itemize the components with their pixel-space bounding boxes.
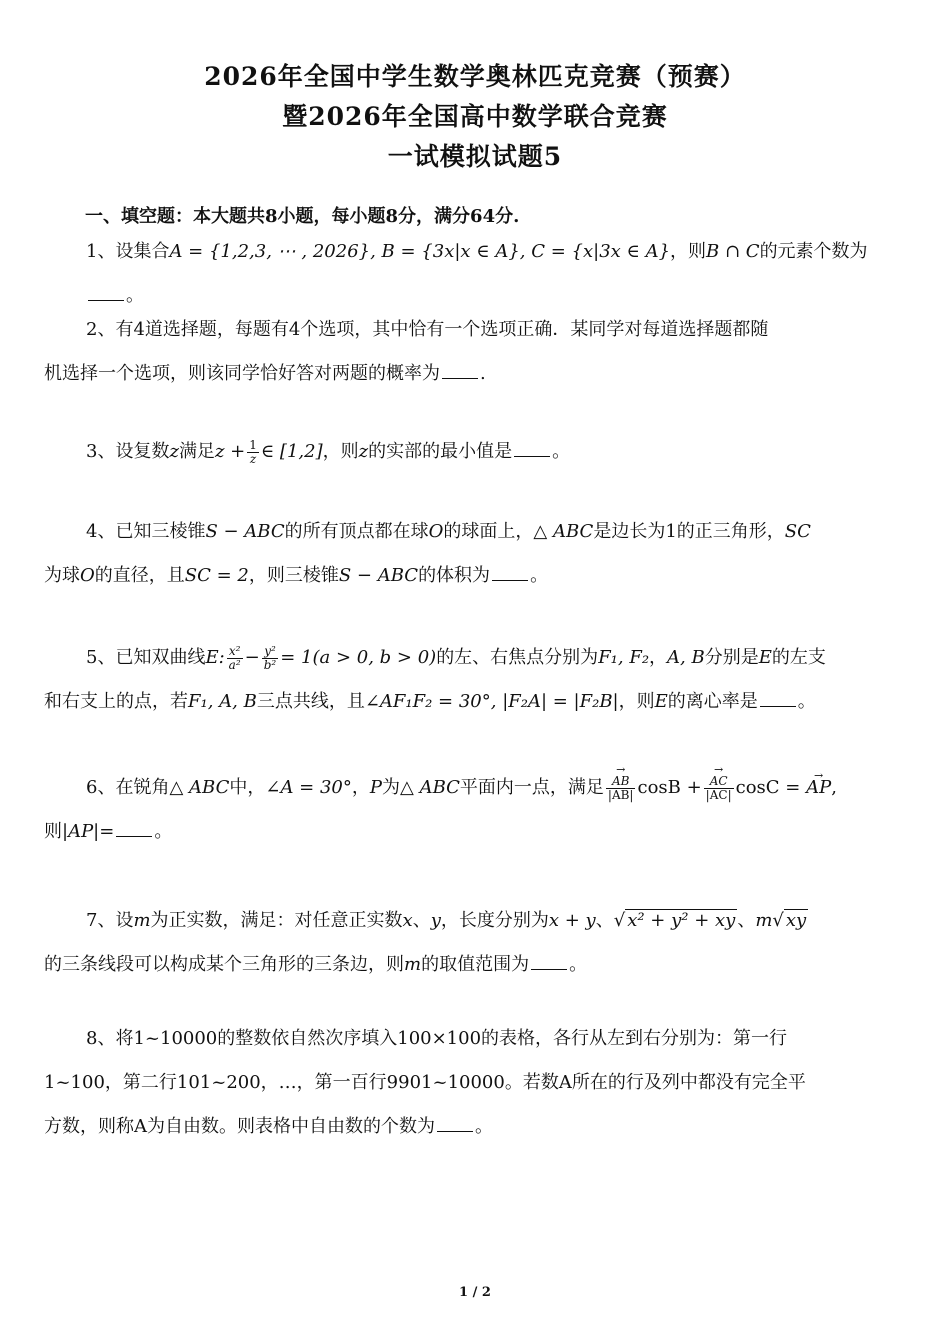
q8-text: 方数，则称A为自由数。则表格中自由数的个数为 [44,1116,435,1137]
question-4 [44,510,892,598]
q4-text-2c: 的直径，且 [94,565,185,586]
q5-frac-y-num: y² [262,645,279,659]
answer-blank [437,1117,473,1132]
q4-text-g: 是边长为1的正三角形， [593,521,785,542]
q3-math-interval: ∈ [1,2] [260,441,323,462]
q7-sep1: 、 [412,910,431,931]
q5-var-e2: E [758,647,772,668]
q5-text-2a: 和右支上的点，若 [44,691,188,712]
question-4-line2 [44,554,892,598]
question-4-line1 [44,510,892,554]
question-6 [44,766,892,854]
q7-math-sqrt: x² + y² + xy [627,910,736,931]
q6-text-end: 。 [154,821,173,842]
q6-frac-ac [704,775,734,802]
q1-math-sets: A = {1,2,3, ⋯ , 2026}, B = {3x|x ∈ A}, C = {x|3x ∈ A} [169,241,671,262]
q5-text-end: 。 [797,691,816,712]
question-2-line1: 2、有4道选择题，每题有4个选项，其中恰有一个选项正确．某同学对每道选择题都随 [86,319,769,340]
q5-math-foci: F₁, F₂ [598,647,650,668]
question-8 [44,1017,892,1149]
q4-math-pyramid2: S − ABC [338,565,419,586]
question-7-line2 [44,943,892,987]
q5-var-e3: E [654,691,668,712]
q7-sqrt-sign: √ [613,910,626,931]
q6-text-c: 中， [229,777,266,798]
q8-text-end: 。 [475,1116,493,1137]
q3-text-f: ，则 [322,441,359,462]
q3-text-a: 3、设复数 [86,441,170,462]
q7-var-x: x [402,910,413,931]
q1-text-a: 1、设集合 [86,241,170,262]
answer-blank [760,692,796,707]
question-3 [44,430,892,474]
q6-comma: , [831,777,837,798]
q4-var-o2: O [80,565,95,586]
question-8-line2: 1~100，第二行101~200，…，第一百行9901~10000。若数A所在的行及列中都没有完全平 [44,1072,806,1093]
q4-text-2e: ，则三棱锥 [248,565,339,586]
exam-title-line2: 暨2026年全国高中数学联合竞赛 [282,102,668,131]
question-6-line2 [44,810,892,854]
q6-math-triangle: △ ABC [169,777,230,798]
q3-frac-num: 1 [249,437,257,452]
q6-math-abs-ap: |AP| [62,821,100,842]
page-number: 1 / 2 [459,1285,491,1300]
q7-var-m3: m [404,954,422,975]
q5-text-2g: 的离心率是 [667,691,758,712]
q3-var-z2: z [358,441,369,462]
q6-vec-ab: → AB [612,775,629,788]
q6-frac-ac-den: |AC| [705,787,732,802]
q6-text-2a: 则 [44,821,62,842]
q4-var-o: O [428,521,444,542]
answer-blank [492,566,528,581]
q6-text-eq: = [99,821,115,842]
q6-frac-ab-den: |AB| [607,787,634,802]
q4-text-a: 4、已知三棱锥 [86,521,206,542]
exam-title-line1: 2026年全国中学生数学奥林匹克竞赛（预赛） [204,62,746,91]
q5-text-2c: 三点共线，且 [256,691,365,712]
q7-sep3: 、 [737,910,756,931]
q5-frac-x [227,645,243,672]
q4-text-end: 。 [530,565,549,586]
q1-text-end: 。 [126,285,144,306]
q6-text-i: 平面内一点，满足 [459,777,604,798]
q7-text-a: 7、设 [86,910,134,931]
q2-text-end: . [480,363,486,384]
q3-text-end: 。 [552,441,571,462]
q7-math-sum: x + y [548,910,596,931]
q7-var-m: m [133,910,151,931]
answer-blank [514,442,550,457]
q3-var-z: z [169,441,179,462]
q5-text-j: 的左支 [771,647,826,668]
q6-text-cosc: cosC = [735,777,801,798]
q6-text-g: 为 [382,777,400,798]
q7-text-2c: 的取值范围为 [421,954,530,975]
q1-text-c: ，则 [670,241,707,262]
q6-vec-ap: → AP [806,766,831,810]
q5-var-e: E: [205,647,225,668]
q5-minus: − [244,647,260,668]
q3-text-c: 满足 [178,441,215,462]
q1-text-e: 的元素个数为 [759,241,868,262]
q7-sqrt-sign2: √ [772,910,784,931]
q4-var-sc: SC [784,521,811,542]
q3-fraction [247,439,259,466]
question-5 [44,636,892,724]
question-6-line1 [44,766,892,810]
answer-blank [116,822,152,837]
q4-math-pyramid: S − ABC [205,521,285,542]
question-8-line3 [44,1105,892,1149]
exam-title-line3: 一试模拟试题5 [387,142,563,171]
question-2 [44,308,892,396]
q5-frac-y [262,645,279,672]
q5-math-points: F₁, A, B [188,691,257,712]
q6-vec-ac: → AC [710,775,728,788]
q7-text-g: ，长度分别为 [440,910,549,931]
q4-text-c: 的所有顶点都在球 [284,521,429,542]
answer-blank [88,286,124,301]
q5-text-f: ， [649,647,668,668]
q7-text-c: 为正实数，满足：对任意正实数 [150,910,403,931]
q5-text-h: 分别是 [704,647,759,668]
q7-var-m2: m [755,910,773,931]
q5-frac-x-num: x² [227,645,243,659]
q2-text: 机选择一个选项，则该同学恰好答对两题的概率为 [44,363,440,384]
q3-frac-den: z [249,451,257,466]
q6-text-cosb: cosB + [637,777,702,798]
section-heading: 一、填空题：本大题共8小题，每小题8分，满分64分. [85,206,520,227]
question-2-line2 [44,352,892,396]
question-7-line1 [44,899,892,943]
q5-math-eq: = 1(a > 0, b > 0) [280,647,437,668]
q6-var-p: P [369,777,382,798]
q1-math-intersection: B ∩ C [706,241,760,262]
q4-text-2g: 的体积为 [418,565,491,586]
question-1 [44,230,892,318]
answer-blank [442,364,478,379]
q3-text-h: 的实部的最小值是 [368,441,513,462]
question-8-line1: 8、将1~10000的整数依自然次序填入100×100的表格，各行从左到右分别为：第一行 [86,1028,788,1049]
q4-math-sc2: SC = 2 [184,565,249,586]
question-5-line2 [44,680,892,724]
q4-math-triangle: △ ABC [533,521,594,542]
q5-text-2e: ，则 [618,691,655,712]
q5-frac-y-den: b² [263,657,277,672]
q6-math-angle: ∠A = 30° [265,777,352,798]
q6-text-a: 6、在锐角 [86,777,170,798]
q5-text-d: 的左、右焦点分别为 [436,647,599,668]
q5-math-ab: A, B [667,647,705,668]
answer-blank [531,955,567,970]
q4-text-e: 的球面上， [443,521,534,542]
question-5-line1 [44,636,892,680]
q6-frac-ab [606,775,636,802]
q7-sep2: 、 [595,910,614,931]
q7-math-sqrt-xy: xy [785,910,807,931]
q7-var-y: y [430,910,441,931]
q5-frac-x-den: a² [228,657,241,672]
question-1-line [44,230,892,318]
q4-text-2a: 为球 [44,565,80,586]
q6-math-triangle2: △ ABC [400,777,460,798]
q7-text-end: 。 [569,954,588,975]
question-7 [44,899,892,987]
q6-text-e: ， [351,777,370,798]
question-3-line [44,430,892,474]
q5-text-a: 5、已知双曲线 [86,647,206,668]
q3-math-z-plus: z + [214,441,246,462]
q7-text-2a: 的三条线段可以构成某个三角形的三条边，则 [44,954,404,975]
q5-math-condition: ∠AF₁F₂ = 30°, |F₂A| = |F₂B| [364,691,619,712]
